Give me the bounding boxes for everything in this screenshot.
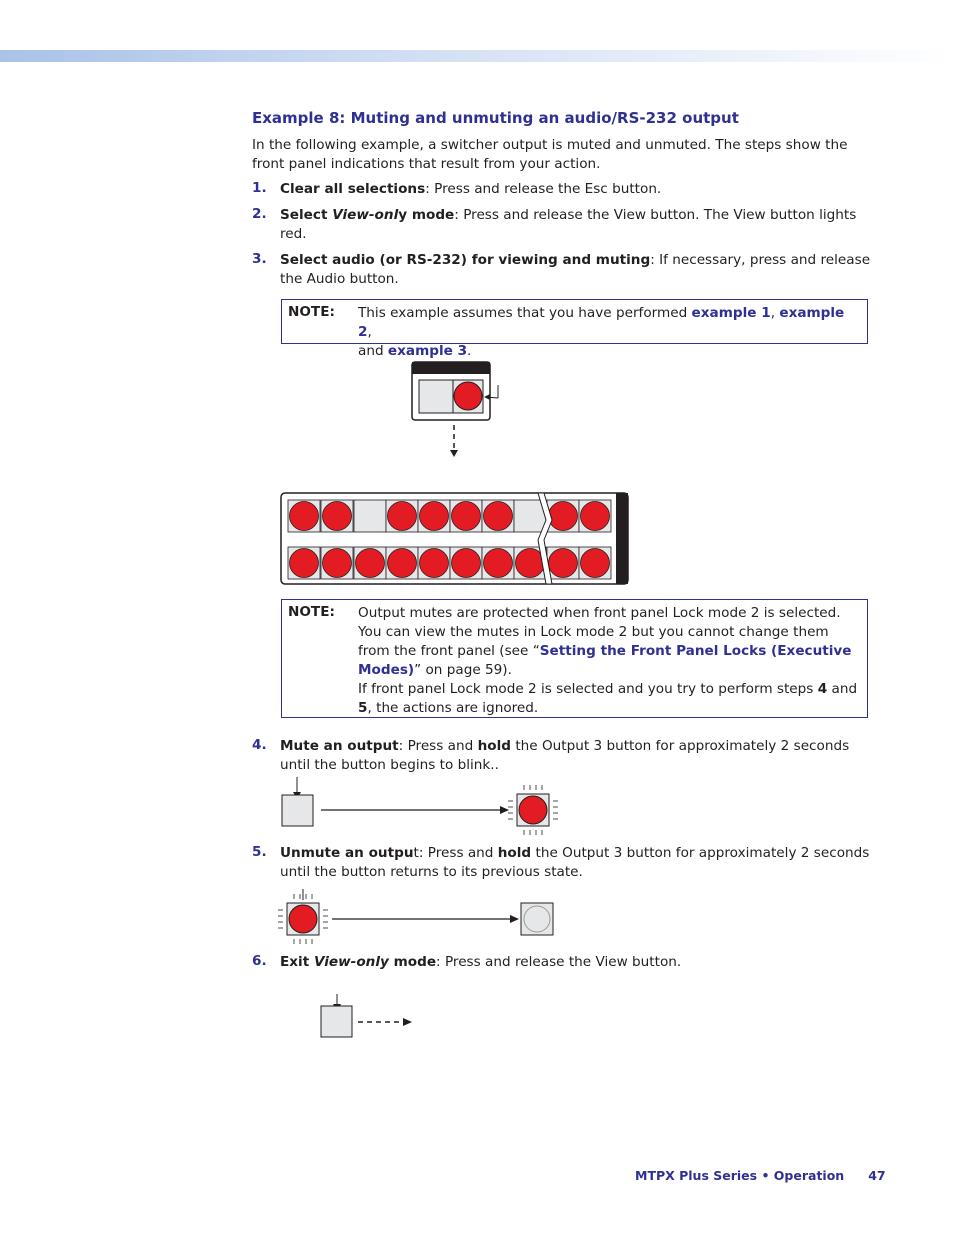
output-button-panel: [281, 493, 628, 584]
note-text-part: Output mutes are protected when front panel Lock mode 2 is selected. You can view the mutes in Lock mode 2 but you cannot change them from the front panel (see “: [358, 605, 841, 659]
page-number: 47: [868, 1168, 886, 1183]
output-button-lit-indicator: [388, 502, 417, 531]
step-6: [280, 953, 872, 972]
output-button-lit-indicator: [581, 502, 610, 531]
example-2-link[interactable]: example 2: [358, 305, 845, 340]
note-text-part: and: [358, 343, 388, 359]
output-button-lit-indicator: [290, 502, 319, 531]
output-button-lit-indicator: [420, 549, 449, 578]
intro-paragraph: In the following example, a switcher output is muted and unmuted. The steps show the front panel indications that result from your action.: [252, 137, 848, 172]
step-title: Exit: [280, 954, 314, 970]
output-button-lit-indicator: [484, 549, 513, 578]
output-button-lit-indicator: [356, 549, 385, 578]
step-text: : If necessary, press and release the Audio button.: [280, 252, 871, 287]
step-title: Clear all selections: [280, 181, 426, 197]
output-button-lit-indicator: [581, 549, 610, 578]
step-number: 6.: [252, 953, 267, 969]
step-title: Select: [280, 207, 333, 223]
step-text: the Output 3 button for approximately 2 seconds until the button begins to blink..: [280, 738, 850, 773]
output-button: [354, 500, 386, 532]
note-text-part: , the actions are ignored.: [367, 700, 539, 716]
output-button-lit-indicator: [323, 502, 352, 531]
step-5: [280, 844, 872, 882]
step-text: : Press and release the Esc button.: [425, 181, 662, 197]
output-button-lit-indicator: [452, 502, 481, 531]
output-button-lit-indicator: [549, 549, 578, 578]
note-text: [358, 604, 862, 718]
example-1-link[interactable]: example 1: [691, 305, 771, 321]
exit-view-figure: [321, 994, 412, 1037]
step-4: [280, 737, 872, 775]
step-text: : Press and release the View button. The View button lights red.: [280, 207, 857, 242]
output-button-lit-indicator: [420, 502, 449, 531]
step-text: : Press and release the View button.: [436, 954, 682, 970]
step-number: 5.: [252, 844, 267, 860]
step-emphasis: hold: [497, 845, 532, 861]
step-number: 1.: [252, 180, 267, 196]
note-text-part: This example assumes that you have performed: [358, 305, 692, 321]
note-step-ref: 4: [817, 681, 828, 697]
note-text-part: ,: [367, 324, 372, 340]
step-number: 3.: [252, 251, 267, 267]
output-button-lit-indicator: [388, 549, 417, 578]
front-panel-locks-link[interactable]: Setting the Front Panel Locks (Executive Modes): [358, 643, 852, 678]
output-button-lit-indicator: [484, 502, 513, 531]
step-title-italic: View-only: [313, 954, 389, 970]
output-button-lit-indicator: [323, 549, 352, 578]
lock-mode-note-box: [281, 599, 868, 718]
step-title: mode: [388, 954, 437, 970]
blink-indicator: [289, 905, 317, 933]
note-step-ref: 5: [358, 700, 368, 716]
step-text: the Output 3 button for approximately 2 seconds until the button returns to its previous state.: [280, 845, 870, 880]
output-button-lit-indicator: [452, 549, 481, 578]
step-text: : Press and: [398, 738, 478, 754]
note-label: NOTE:: [288, 304, 335, 320]
note-text-part: If front panel Lock mode 2 is selected and you try to perform steps: [358, 681, 818, 697]
note-text-part: and: [827, 681, 858, 697]
step-emphasis: hold: [477, 738, 511, 754]
step-title: Select audio (or RS-232) for viewing and muting: [280, 252, 651, 268]
unmute-output-figure: [278, 889, 553, 944]
step-number: 4.: [252, 737, 267, 753]
page-footer: [635, 1168, 886, 1183]
output-button-lit-indicator: [290, 549, 319, 578]
step-title-italic: View-onl: [332, 207, 399, 223]
step-text: t: Press and: [413, 845, 498, 861]
view-button-panel: [412, 362, 498, 420]
blink-indicator: [519, 796, 547, 824]
view-button-lit: [454, 382, 482, 410]
note-label: NOTE:: [288, 604, 335, 620]
note-text-part: .: [467, 343, 472, 359]
footer-title: MTPX Plus Series • Operation: [635, 1168, 845, 1183]
step-title: Mute an output: [280, 738, 399, 754]
view-button-unlit: [321, 1006, 352, 1037]
note-text-part: ,: [770, 305, 780, 321]
section-heading: Example 8: Muting and unmuting an audio/RS-232 output: [252, 109, 739, 127]
output-3-button-unlit: [282, 795, 313, 826]
step-title: y mode: [398, 207, 455, 223]
output-button-lit-indicator: [549, 502, 578, 531]
note-text-part: ” on page 59).: [414, 662, 512, 678]
step-title: Unmute an outpu: [280, 845, 414, 861]
example-3-link[interactable]: example 3: [387, 343, 468, 359]
step-number: 2.: [252, 206, 267, 222]
mute-output-figure: [282, 777, 558, 835]
